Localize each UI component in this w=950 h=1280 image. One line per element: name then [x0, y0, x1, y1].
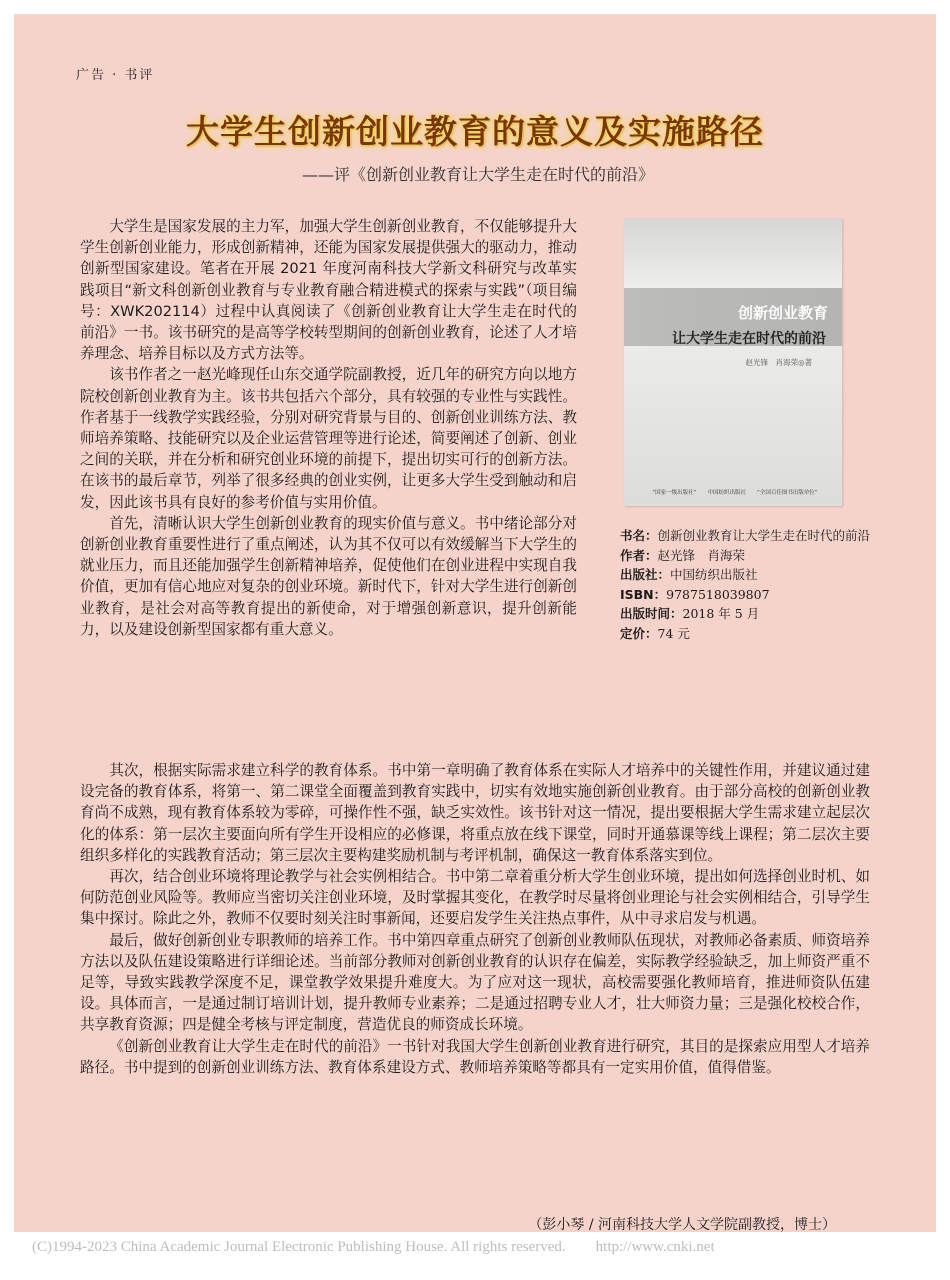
paragraph-second: 其次，根据实际需求建立科学的教育体系。书中第一章明确了教育体系在实际人才培养中的关键性作用，并建议通过建设完备的教育体系，将第一、第二课堂全面覆盖到教育实践中，切实有效地实施创新创业教育。由于部分高校的创新创业教育尚不成熟，现有教育体系较为零碎，可操作性不强，缺乏实效性。该书针对这一情况，提出要根据大学生需求建立起层次化的体系：第一层次主要面向所有学生开设相应的必修课，将重点放在线下课堂，同时开通慕课等线上课程；第二层次主要组织多样化的实践教育活动；第三层次主要构建奖励机制与考评机制，确保这一教育体系落实到位。: [80, 762, 870, 864]
book-info-key: 出版时间：: [620, 606, 683, 621]
book-info-value: 74 元: [657, 625, 690, 641]
author-signature: （彭小琴 / 河南科技大学人文学院副教授，博士）: [528, 1217, 836, 1233]
section-label: 广告 · 书评: [76, 68, 155, 83]
book-info-key: 定价：: [620, 625, 658, 641]
book-info-row: [620, 624, 880, 644]
book-info-value: 创新创业教育让大学生走在时代的前沿: [657, 528, 871, 543]
book-info-row: [620, 546, 880, 566]
article-page: [14, 14, 936, 1232]
paragraph-author: 该书作者之一赵光峰现任山东交通学院副教授，近几年的研究方向以地方院校创新创业教育为主。该书共包括六个部分，具有较强的专业性与实践性。作者基于一线教学实践经验，分别对研究背景与目的、创新创业训练方法、教师培养策略、技能研究以及企业运营管理等进行论述，简要阐述了创新、创业之间的关联，并在分析和研究创业环境的前提下，提出切实可行的创新方法。在该书的最后章节，列举了很多经典的创业实例，让更多大学生受到触动和启发，因此该书具有良好的参考价值与实用价值。: [80, 366, 577, 511]
article-subtitle: ——评《创新创业教育让大学生走在时代的前沿》: [301, 165, 654, 184]
copyright-footer: (C)1994-2023 China Academic Journal Electronic Publishing House. All rights reserved. http://www.cnki.net: [32, 1239, 715, 1255]
book-info-row: [620, 604, 880, 624]
paragraph-conclusion: 《创新创业教育让大学生走在时代的前沿》一书针对我国大学生创新创业教育进行研究，其目的是探索应用型人才培养路径。书中提到的创新创业训练方法、教育体系建设方式、教师培养策略等都具有一定实用价值，值得借鉴。: [80, 1037, 870, 1076]
book-info-row: [620, 585, 880, 605]
article-title: 大学生创新创业教育的意义及实施路径: [186, 112, 764, 151]
book-info-value: 中国纺织出版社: [670, 567, 758, 582]
book-info-value: 2018 年 5 月: [682, 606, 760, 621]
book-cover-top: [624, 218, 842, 288]
book-info-key: 出版社：: [620, 567, 671, 582]
book-info-value: 9787518039807: [666, 586, 770, 602]
body-column-wide: [80, 760, 870, 1078]
book-info-row: [620, 565, 880, 585]
book-info-row: [620, 526, 880, 546]
book-cover-title-line1: 创新创业教育: [737, 304, 828, 322]
body-column-narrow: [80, 216, 577, 640]
paragraph-third: 再次，结合创业环境将理论教学与社会实例相结合。书中第二章着重分析大学生创业环境，提出如何选择创业时机、如何防范创业风险等。教师应当密切关注创业环境，及时掌握其变化，在教学时尽量将创业理论与社会实例相结合，引导学生集中探讨。除此之外，教师不仅要时刻关注时事新闻，还要启发学生关注热点事件，从中寻求启发与机遇。: [80, 868, 870, 928]
book-cover-authors: 赵光锋 肖海荣◎著: [745, 358, 812, 367]
book-info-key: ISBN：: [620, 586, 667, 602]
paragraph-first: 首先，清晰认识大学生创新创业教育的现实价值与意义。书中绪论部分对创新创业教育重要性进行了重点阐述，认为其不仅可以有效缓解当下大学生的就业压力，而且还能加强学生创新精神培养，促使他们在创业进程中实现自我价值，更加有信心地应对复杂的创业环境。新时代下，针对大学生进行创新创业教育，是社会对高等教育提出的新使命，对于增强创新意识，提升创新能力，以及建设创新型国家都有重大意义。: [80, 514, 577, 638]
book-info-key: 作者：: [620, 547, 658, 563]
book-cover: [624, 218, 842, 506]
book-cover-title-line2: 让大学生走在时代的前沿: [672, 331, 826, 347]
book-cover-publisher: “国家一级出版社” 中国纺织出版社 “全国百佳图书出版单位”: [652, 490, 818, 496]
paragraph-last: 最后，做好创新创业专职教师的培养工作。书中第四章重点研究了创新创业教师队伍现状，对教师必备素质、师资培养方法以及队伍建设策略进行详细论述。当前部分教师对创新创业教育的认识存在偏差，实际教学经验缺乏，加上师资严重不足等，导致实践教学深度不足，课堂教学效果提升难度大。为了应对这一现状，高校需要强化教师培育，推进师资队伍建设。具体而言，一是通过制订培训计划，提升教师专业素养；二是通过招聘专业人才，壮大师资力量；三是强化校校合作，共享教育资源；四是健全考核与评定制度，营造优良的师资成长环境。: [80, 931, 870, 1034]
book-info: [620, 526, 880, 643]
paragraph-intro: 大学生是国家发展的主力军，加强大学生创新创业教育，不仅能够提升大学生创新创业能力，形成创新精神，还能为国家发展提供强大的驱动力，推动创新型国家建设。笔者在开展 2021 年度河南科技大学新文科研究与改革实践项目“新文科创新创业教育与专业教育融合精进模式的探索与实践”（项目编号：XWK202114）过程中认真阅读了《创新创业教育让大学生走在时代的前沿》一书。该书研究的是高等学校转型期间的创新创业教育，论述了人才培养理念、培养目标以及方式方法等。: [80, 218, 577, 363]
book-info-value: 赵光锋 肖海荣: [657, 547, 746, 563]
book-info-key: 书名：: [620, 528, 658, 543]
